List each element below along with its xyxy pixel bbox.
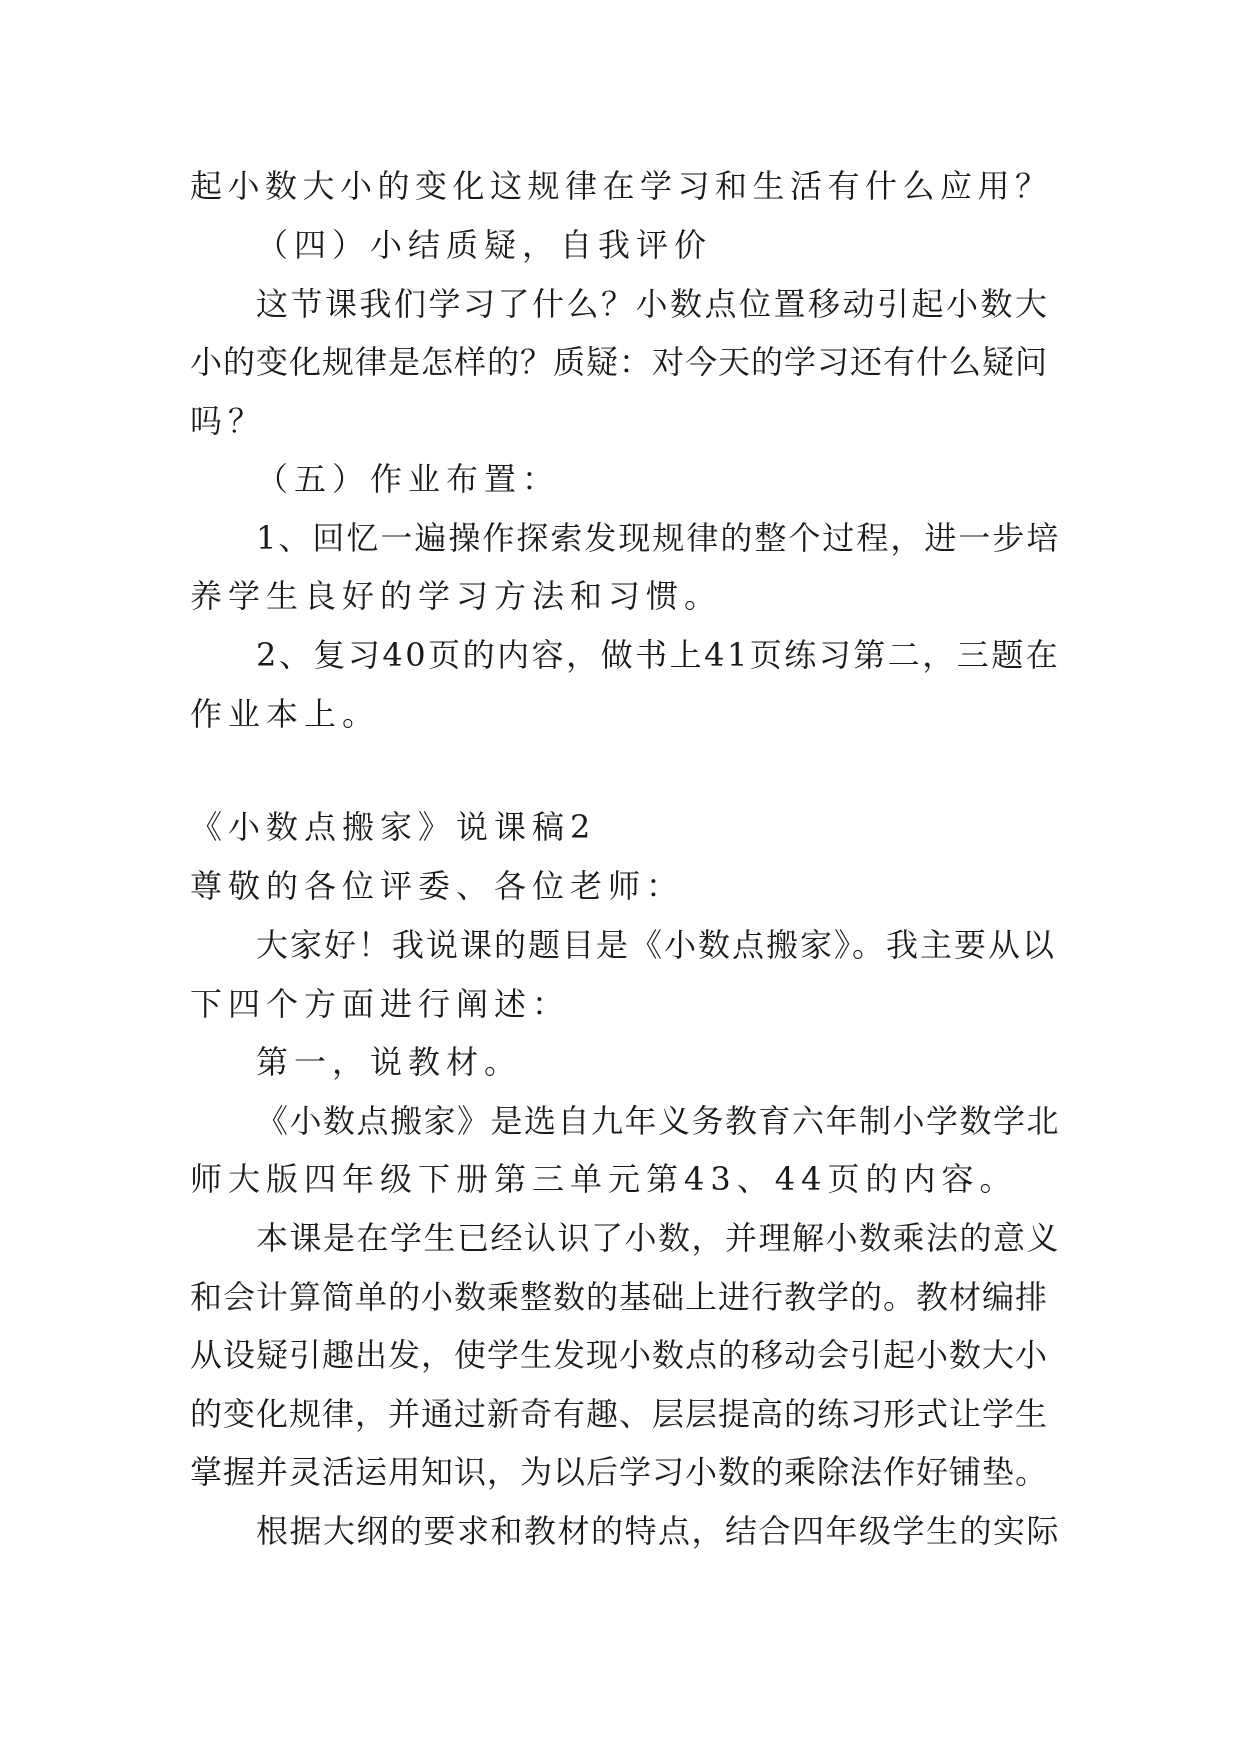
list-item: 1、回忆一遍操作探索发现规律的整个过程，进一步培 <box>256 519 1061 557</box>
text-line: 下四个方面进行阐述： <box>190 985 571 1023</box>
text-line: 起小数大小的变化这规律在学习和生活有什么应用？ <box>190 167 1053 205</box>
text-line: 的变化规律，并通过新奇有趣、层层提高的练习形式让学生 <box>190 1395 1049 1433</box>
text-line: 掌握并灵活运用知识，为以后学习小数的乘除法作好铺垫。 <box>190 1453 1049 1491</box>
section-heading: （四）小结质疑，自我评价 <box>256 226 713 264</box>
section-heading: （五）作业布置： <box>256 460 561 498</box>
text-line: 小的变化规律是怎样的？质疑：对今天的学习还有什么疑问 <box>190 343 1049 381</box>
section-heading: 第一，说教材。 <box>256 1043 523 1081</box>
text-line: 《小数点搬家》是选自九年义务教育六年制小学数学北 <box>256 1102 1061 1140</box>
text-line: 师大版四年级下册第三单元第43、44页的内容。 <box>190 1160 1018 1198</box>
text-line: 从设疑引趣出发，使学生发现小数点的移动会引起小数大小 <box>190 1336 1049 1374</box>
text-line: 根据大纲的要求和教材的特点，结合四年级学生的实际 <box>256 1512 1061 1550</box>
text-line: 本课是在学生已经认识了小数，并理解小数乘法的意义 <box>256 1219 1061 1257</box>
text-line: 作业本上。 <box>190 695 381 733</box>
document-title: 《小数点搬家》说课稿2 <box>190 808 597 846</box>
salutation: 尊敬的各位评委、各位老师： <box>190 867 685 905</box>
text-line: 养学生良好的学习方法和习惯。 <box>190 577 723 615</box>
list-item: 2、复习40页的内容，做书上41页练习第二，三题在 <box>256 636 1061 674</box>
text-line: 吗？ <box>190 402 267 440</box>
text-line: 这节课我们学习了什么？小数点位置移动引起小数大 <box>256 285 1050 323</box>
text-line: 大家好！我说课的题目是《小数点搬家》。我主要从以 <box>256 926 1057 964</box>
text-line: 和会计算简单的小数乘整数的基础上进行教学的。教材编排 <box>190 1278 1049 1316</box>
